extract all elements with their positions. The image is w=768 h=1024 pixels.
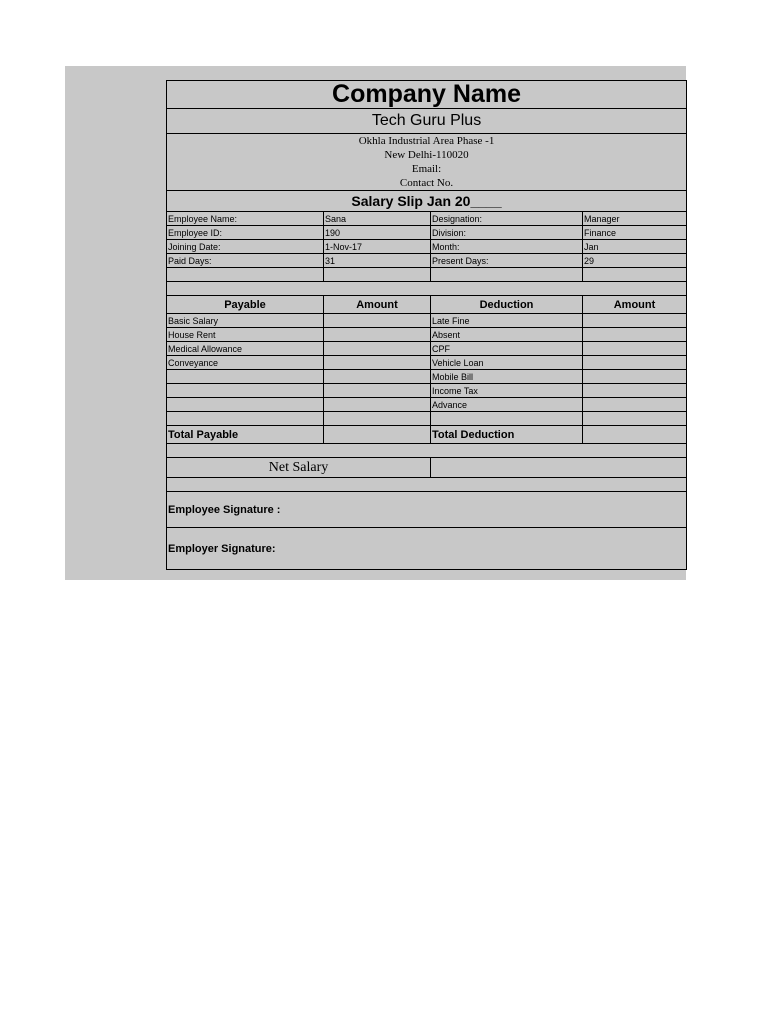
address-line: Contact No. [399, 177, 454, 189]
deduction-amount [583, 370, 687, 384]
info-value: 190 [324, 226, 431, 240]
line-item-row [167, 412, 687, 426]
info-row [167, 226, 687, 240]
payable-item: Basic Salary [167, 314, 324, 328]
net-salary-label: Net Salary [167, 458, 431, 478]
payable-item [167, 398, 324, 412]
payable-amount [324, 412, 431, 426]
deduction-amount [583, 314, 687, 328]
info-label: Present Days: [431, 254, 583, 268]
company-title: Company Name [167, 81, 687, 109]
info-label: Month: [431, 240, 583, 254]
info-label: Division: [431, 226, 583, 240]
totals-row [167, 426, 687, 444]
deduction-amount [583, 412, 687, 426]
deduction-item: Income Tax [431, 384, 583, 398]
blank-row [167, 444, 687, 458]
line-item-row [167, 370, 687, 384]
salary-slip-table [166, 80, 687, 570]
deduction-item: Absent [431, 328, 583, 342]
total-payable-label: Total Payable [167, 426, 324, 444]
address-line: Email: [411, 163, 442, 175]
payable-item: Medical Allowance [167, 342, 324, 356]
column-header-row [167, 296, 687, 314]
total-deduction-label: Total Deduction [431, 426, 583, 444]
line-item-row [167, 384, 687, 398]
info-row [167, 240, 687, 254]
net-salary-amount [431, 458, 687, 478]
payable-amount-header: Amount [324, 296, 431, 314]
deduction-amount-header: Amount [583, 296, 687, 314]
info-label: Joining Date: [167, 240, 324, 254]
deduction-amount [583, 384, 687, 398]
deduction-item [431, 412, 583, 426]
employee-signature-label: Employee Signature : [167, 492, 687, 528]
deduction-header: Deduction [431, 296, 583, 314]
info-label: Employee ID: [167, 226, 324, 240]
deduction-item: CPF [431, 342, 583, 356]
blank-cell [167, 478, 687, 492]
payable-amount [324, 370, 431, 384]
deduction-amount [583, 398, 687, 412]
deduction-item: Advance [431, 398, 583, 412]
info-label: Paid Days: [167, 254, 324, 268]
employer-signature-label: Employer Signature: [167, 528, 687, 570]
payable-amount [324, 398, 431, 412]
blank-cell [583, 268, 687, 282]
address-line: New Delhi-110020 [384, 149, 469, 161]
slip-title: Salary Slip Jan 20____ [167, 191, 687, 212]
deduction-item: Vehicle Loan [431, 356, 583, 370]
address-line: Okhla Industrial Area Phase -1 [358, 135, 495, 147]
payable-item [167, 412, 324, 426]
line-item-row [167, 398, 687, 412]
company-address [167, 134, 687, 191]
payable-item [167, 384, 324, 398]
info-value: Finance [583, 226, 687, 240]
blank-cell [431, 268, 583, 282]
deduction-amount [583, 342, 687, 356]
payable-amount [324, 384, 431, 398]
blank-cell [324, 268, 431, 282]
deduction-item: Late Fine [431, 314, 583, 328]
payable-header: Payable [167, 296, 324, 314]
info-label: Employee Name: [167, 212, 324, 226]
employee-signature-row [167, 492, 687, 528]
line-item-row [167, 356, 687, 370]
blank-cell [167, 268, 324, 282]
blank-row [167, 282, 687, 296]
info-value: 1-Nov-17 [324, 240, 431, 254]
payable-amount [324, 328, 431, 342]
info-value: Sana [324, 212, 431, 226]
info-value: Manager [583, 212, 687, 226]
line-item-row [167, 342, 687, 356]
blank-cell [167, 282, 687, 296]
info-label: Designation: [431, 212, 583, 226]
net-salary-row [167, 458, 687, 478]
payable-item [167, 370, 324, 384]
blank-cell [167, 444, 687, 458]
info-row [167, 212, 687, 226]
employer-signature-row [167, 528, 687, 570]
payable-item: Conveyance [167, 356, 324, 370]
payable-amount [324, 356, 431, 370]
info-value: 29 [583, 254, 687, 268]
total-payable-amount [324, 426, 431, 444]
info-row [167, 254, 687, 268]
payable-amount [324, 314, 431, 328]
deduction-item: Mobile Bill [431, 370, 583, 384]
info-value: Jan [583, 240, 687, 254]
info-value: 31 [324, 254, 431, 268]
line-item-row [167, 314, 687, 328]
company-name: Tech Guru Plus [167, 109, 687, 134]
deduction-amount [583, 356, 687, 370]
line-item-row [167, 328, 687, 342]
payable-amount [324, 342, 431, 356]
deduction-amount [583, 328, 687, 342]
blank-row [167, 268, 687, 282]
payable-item: House Rent [167, 328, 324, 342]
blank-row [167, 478, 687, 492]
total-deduction-amount [583, 426, 687, 444]
